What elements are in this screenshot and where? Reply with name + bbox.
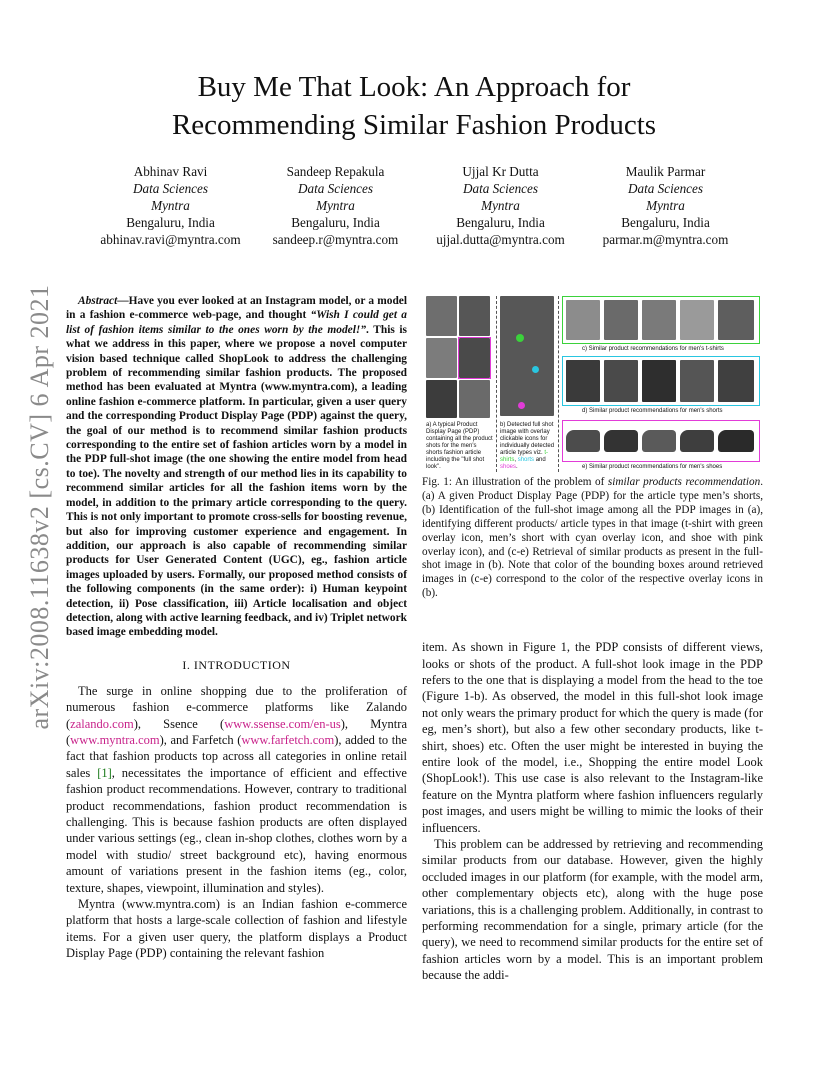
pdp-thumb	[459, 296, 490, 336]
author-org: Myntra	[646, 198, 685, 213]
author-3	[418, 163, 583, 248]
right-paragraph-1: item. As shown in Figure 1, the PDP consists of different views, looks or shots of the product. A full-shot look image in the PDP refers to the one that is displaying a model from the head to the toe (Figure 1-b). As observed, the model in this full-shot look image not only wears the primary product for which the query is made (for eg, men’s short), but also a few other secondary products, like t-shirt, shoes) etc. Often the user might be interested in buying the entire look of the model, i.e., Shopping the entire model Look (ShopLook!). This use case is also relevant to the Instagram-like feature on the Myntra platform where fashion influencers regularly post images, and users might be willing to mimic the looks of their influencers.	[422, 640, 763, 835]
author-dept: Data Sciences	[297, 181, 374, 196]
abstract-quote: “Wish I could get a list of fashion items similar to the ones worn by the model!”	[66, 309, 407, 336]
citation-1[interactable]: [1]	[97, 765, 112, 780]
intro-text: , necessitates the importance of efficient and effective fashion product recommendations. However, contrary to traditional product recommendations, fashion product recommendation is challenging. This is because fashion products are often displayed under various settings (eg., clean in-shop clothes, clothes worn by a model with studio/ street background etc), having enormous amount of variations present in the fashion items (eg., color, texture, shapes, viewpoint, illumination and styles).	[66, 765, 407, 895]
tshirt-recommendation[interactable]	[604, 300, 638, 340]
tshirt-recommendation[interactable]	[718, 300, 754, 340]
pdp-highlight-box	[458, 337, 491, 379]
intro-text: ), Myntra (	[66, 716, 407, 747]
full-shot-image	[500, 296, 554, 416]
intro-text: ), and Farfetch (	[159, 732, 242, 747]
paper-title	[60, 68, 768, 144]
author-email: ujjal.dutta@myntra.com	[436, 232, 565, 247]
shorts-recommendation[interactable]	[718, 360, 754, 402]
right-paragraph-2: This problem can be addressed by retrieving and recommending similar products from our database. However, given the highly occluded images in our platform (for example, with the model arm, other complementary objects etc), along with the huge pose variations, this is a challenging problem. Additionally, in contrast to performing recommendation for a single, primary article (for the query), we need to recommend similar products for the entire set of fashion articles worn by a model. This is an important problem because the addi-	[422, 837, 763, 983]
shoe-recommendation[interactable]	[718, 430, 754, 452]
author-dept: Data Sciences	[132, 181, 209, 196]
author-email: parmar.m@myntra.com	[602, 232, 729, 247]
caption-text: . (a) A given Product Display Page (PDP) for the article type men’s shorts, (b) Identification of the full-shot image among all the PDP images in (a), identifying different products/ article types in that image (t-shirt with green overlay icon, men’s short with cyan overlay icon, and shoe with pink overlay icon), and (c-e) Retrieval of similar products as present in the full-shot image in (b). Note that color of the bounding boxes around retrieved images in (c-e) correspond to the color of the respective overlay icons in (b).	[422, 476, 764, 600]
intro-text: ), added to the fact that fashion products top across all categories in online retail sales	[66, 732, 407, 780]
pdp-thumb	[426, 380, 457, 418]
tshirt-overlay-icon[interactable]	[516, 334, 524, 342]
author-email: sandeep.r@myntra.com	[272, 232, 399, 247]
shorts-overlay-icon[interactable]	[532, 366, 539, 373]
author-4	[583, 163, 748, 248]
tshirt-recommendation[interactable]	[680, 300, 714, 340]
abstract-text-2: . This is what we address in this paper, where we propose a novel computer vision based technique called ShopLook to address the challenging problem of recommending similar fashion products. The proposed method has been evaluated at Myntra (www.myntra.com), a leading online fashion e-commerce platform. In particular, given a user query and the corresponding Product Display Page (PDP) against the query, the goal of our method is to recommend similar fashion products corresponding to the entire set of fashion articles worn by a model in the PDP full-shot image (the one showing the entire model from head to toe). The novelty and strength of our method lies in its capability to recommend similar articles for all the fashion items worn by the model, in addition to the primary article corresponding to the query. This is not only important to promote cross-sells for boosting revenue, but also for improving customer experience and engagement. In addition, our approach is also capable of recommending similar products for User Generated Content (UGC), eg., fashion article images uploaded by users. Formally, our proposed method consists of the following components (in the same order): i) Human keypoint detection, ii) Pose classification, iii) Article localisation and object detection, along with active learning feedback, and iv) Triplet network based image embedding model.	[66, 323, 407, 639]
figure-label-c: c) Similar product recommendations for men's t-shirts	[582, 346, 724, 352]
shoe-recommendation[interactable]	[680, 430, 714, 452]
title-line-1: Buy Me That Look: An Approach for	[197, 71, 631, 103]
caption-emphasis: similar products recommendation	[607, 476, 761, 488]
title-line-2: Recommending Similar Fashion Products	[171, 109, 657, 141]
figure-label-e: e) Similar product recommendations for men's shoes	[582, 464, 723, 470]
label-b-and: and	[535, 457, 546, 463]
author-name: Sandeep Repakula	[286, 164, 385, 179]
shorts-recommendation[interactable]	[566, 360, 600, 402]
shoe-recommendation[interactable]	[604, 430, 638, 452]
author-list	[88, 163, 748, 248]
intro-paragraph-2: Myntra (www.myntra.com) is an Indian fashion e-commerce platform that hosts a large-scale collection of fashion and lifestyle items. For a given user query, the platform displays a Product Display Page (PDP) containing the relevant fashion	[66, 897, 407, 961]
shoes-overlay-icon[interactable]	[518, 402, 525, 409]
author-name: Ujjal Kr Dutta	[462, 164, 539, 179]
figure-divider	[558, 296, 559, 472]
pdp-thumb	[426, 296, 457, 336]
section-heading-introduction: I. INTRODUCTION	[182, 657, 291, 672]
figure-label-b: b) Detected full shot image with overlay clickable icons for individually detected article types viz. t-shirts, shorts and shoes.	[500, 422, 555, 470]
author-name: Abhinav Ravi	[133, 164, 208, 179]
figure-divider	[496, 296, 497, 472]
author-1	[88, 163, 253, 248]
figure-label-d: d) Similar product recommendations for men's shorts	[582, 408, 723, 414]
abstract-text-1: —Have you ever looked at an Instagram model, or a model in a fashion e-commerce web-page, and thought	[66, 295, 407, 322]
shorts-recommendation[interactable]	[680, 360, 714, 402]
caption-text: Fig. 1: An illustration of the problem of	[422, 476, 608, 488]
author-dept: Data Sciences	[627, 181, 704, 196]
author-org: Myntra	[151, 198, 190, 213]
right-column	[422, 294, 763, 984]
link-zalando[interactable]: zalando.com	[70, 716, 134, 731]
author-name: Maulik Parmar	[625, 164, 706, 179]
abstract-label: Abstract	[78, 295, 118, 307]
author-org: Myntra	[316, 198, 355, 213]
author-city: Bengaluru, India	[126, 215, 215, 230]
label-b-text: b) Detected full shot image with overlay clickable icons for individually detected article types viz.	[500, 422, 555, 456]
author-dept: Data Sciences	[462, 181, 539, 196]
shoe-recommendation[interactable]	[642, 430, 676, 452]
author-email: abhinav.ravi@myntra.com	[100, 232, 241, 247]
shorts-recommendation[interactable]	[604, 360, 638, 402]
arxiv-sidebar	[22, 284, 58, 730]
author-city: Bengaluru, India	[291, 215, 380, 230]
figure-caption	[422, 476, 763, 601]
pdp-thumb	[426, 338, 457, 378]
link-farfetch[interactable]: www.farfetch.com	[241, 732, 335, 747]
left-column	[66, 294, 407, 962]
label-b-shorts: shorts	[517, 457, 535, 463]
shoe-recommendation[interactable]	[566, 430, 600, 452]
tshirt-recommendation[interactable]	[566, 300, 600, 340]
label-b-tshirts: t-shirts	[500, 450, 549, 463]
author-2	[253, 163, 418, 248]
abstract	[66, 294, 407, 640]
author-org: Myntra	[481, 198, 520, 213]
intro-text: ), Ssence (	[133, 716, 225, 731]
label-b-shoes: shoes	[500, 464, 517, 470]
figure-1	[422, 294, 763, 474]
author-city: Bengaluru, India	[456, 215, 545, 230]
tshirt-recommendation[interactable]	[642, 300, 676, 340]
pdp-thumb	[459, 380, 490, 418]
figure-label-a: a) A typical Product Display Page (PDP) containing all the product shots for the men's shorts fashion article including the "full shot look".	[426, 422, 493, 470]
intro-text: The surge in online shopping due to the proliferation of numerous fashion e-commerce platforms like Zalando (	[66, 683, 407, 731]
author-city: Bengaluru, India	[621, 215, 710, 230]
link-myntra[interactable]: www.myntra.com	[70, 732, 160, 747]
arxiv-id: arXiv:2008.11638v2 [cs.CV] 6 Apr 2021	[25, 284, 54, 730]
intro-paragraph-1	[66, 683, 407, 896]
shorts-recommendation[interactable]	[642, 360, 676, 402]
link-ssence[interactable]: www.ssense.com/en-us	[224, 716, 341, 731]
